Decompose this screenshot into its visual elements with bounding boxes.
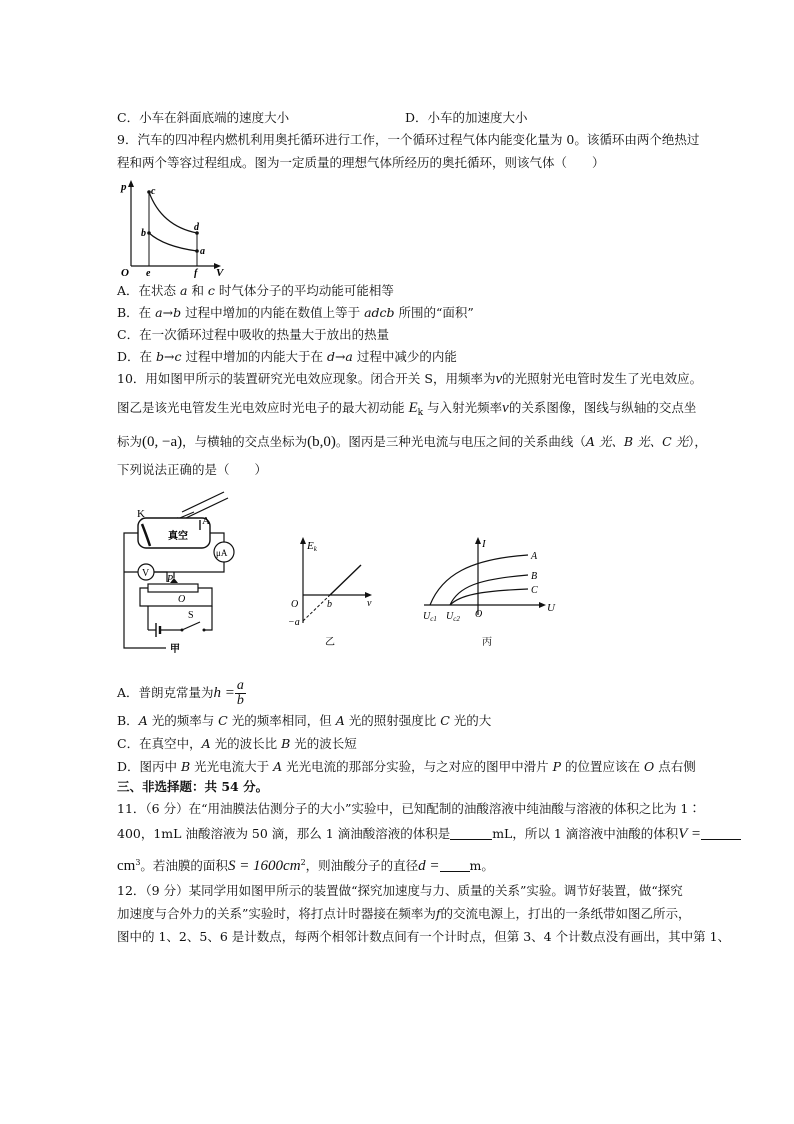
q12-line1: 12．（9 分）某同学用如图甲所示的装置做“探究加速度与力、质量的关系”实验。调节好装置，做“探究 <box>117 883 683 898</box>
q10-yi-origin: O <box>291 599 299 610</box>
q9-axis-v: V <box>216 267 224 278</box>
q10-yi-point-neg-a: −a <box>288 617 300 628</box>
q9-option-c: C．在一次循环过程中吸收的热量大于放出的热量 <box>117 327 390 342</box>
q12-line2: 加速度与合外力的关系”实验时，将打点计时器接在频率为f的交流电源上，打出的一条纸带如图乙所示， <box>117 906 691 921</box>
q10-figure-jia-circuit <box>112 490 242 655</box>
q11-blank-drop-volume[interactable] <box>450 828 492 840</box>
q10-bing-caption: 丙 <box>482 637 492 648</box>
q11-line3: $cm^3$。若油膜的面积$S = 1600cm^2$，则油酸分子的直径d = m。 <box>117 858 494 875</box>
q9-stem-line2: 程和两个等容过程组成。图为一定质量的理想气体所经历的奥托循环，则该气体（ ） <box>117 155 605 170</box>
q9-tick-f: f <box>194 268 198 278</box>
q10-yi-axis-nu: ν <box>367 598 372 609</box>
q10-bing-origin: O <box>475 609 483 620</box>
q10-option-a: A．普朗克常量为h = $\frac{a}{b}$ <box>117 678 244 708</box>
section-3-heading: 三、非选择题：共 54 分。 <box>117 779 269 794</box>
q10-bing-axis-u: U <box>547 602 555 614</box>
q11-blank-oleic-volume[interactable] <box>701 828 741 840</box>
q10-stem-line4: 下列说法正确的是（ ） <box>117 462 268 477</box>
q12-line3: 图中的 1、2、5、6 是计数点，每两个相邻计数点间有一个计时点，但第 3、4 个计数点没有画出，其中第 1、 <box>117 929 731 944</box>
q10-bing-curve-b: B <box>531 571 538 582</box>
q10-stem-line3: 标为(0, −a)，与横轴的交点坐标为(b,0)。图丙是三种光电流与电压之间的关系曲线（A 光、B 光、C 光）， <box>117 434 707 450</box>
q10-option-c: C．在真空中，A 光的波长比 B 光的波长短 <box>117 736 357 751</box>
q10-bing-uc2: $U_{c2}$ <box>446 611 460 623</box>
q10-option-a-fraction: $\frac{a}{b}$ <box>236 678 244 708</box>
q9-point-c: c <box>151 186 156 197</box>
q9-origin: O <box>121 267 129 278</box>
q8-option-c: C．小车在斜面底端的速度大小 <box>117 110 290 125</box>
q10-yi-point-b: b <box>327 599 332 610</box>
q9-point-d: d <box>194 222 199 233</box>
q10-figure-bing-iu-graph <box>420 535 560 650</box>
q9-point-b: b <box>141 228 146 239</box>
q11-line2: 400，1mL 油酸溶液为 50 滴，那么 1 滴油酸溶液的体积是 mL，所以 1 滴溶液中油酸的体积V = <box>117 826 741 842</box>
q10-bing-axis-i: I <box>482 538 486 550</box>
q10-yi-caption: 乙 <box>325 637 335 648</box>
q10-option-d: D．图丙中 B 光光电流大于 A 光光电流的那部分实验，与之对应的图甲中滑片 P 的位置应该在 O 点右侧 <box>117 759 696 774</box>
q11-line1: 11．（6 分）在“用油膜法估测分子的大小”实验中，已知配制的油酸溶液中纯油酸与溶液的体积之比为 1∶ <box>117 801 701 816</box>
q9-point-a: a <box>200 246 205 257</box>
q10-stem-line2: 图乙是该光电管发生光电效应时光电子的最大初动能 $E_k$ 与入射光频率ν的关系图像，图线与纵轴的交点坐 <box>117 400 697 418</box>
q9-option-a: A．在状态 a 和 c 时气体分子的平均动能可能相等 <box>117 283 394 298</box>
q9-tick-e: e <box>146 268 151 278</box>
q9-axis-p: p <box>121 181 127 193</box>
q11-blank-diameter[interactable] <box>440 860 470 872</box>
q9-option-d: D．在 b→c 过程中增加的内能大于在 d→a 过程中减少的内能 <box>117 349 457 364</box>
q9-option-b: B．在 a→b 过程中增加的内能在数值上等于 adcb 所围的“面积” <box>117 305 474 320</box>
q10-jia-switch-s: S <box>188 610 194 621</box>
q10-jia-label-k: K <box>137 508 145 520</box>
q10-jia-microammeter: μA <box>216 548 228 558</box>
q10-option-b: B．A 光的频率与 C 光的频率相同，但 A 光的照射强度比 C 光的大 <box>117 713 492 728</box>
q10-yi-axis-ek: Ek <box>307 540 317 553</box>
q10-stem-line1: 10．用如图甲所示的装置研究光电效应现象。闭合开关 S，用频率为ν的光照射光电管时发生了光电效应。 <box>117 371 703 387</box>
q10-jia-caption: 甲 <box>170 644 180 655</box>
q10-bing-curve-a: A <box>531 551 538 562</box>
q9-pv-diagram <box>117 178 232 278</box>
q10-bing-uc1: $U_{c1}$ <box>423 611 437 623</box>
q8-option-d: D．小车的加速度大小 <box>405 110 528 125</box>
q10-jia-point-o: O <box>178 594 186 605</box>
q10-jia-slider-p: P <box>167 574 174 585</box>
q10-bing-curve-c: C <box>531 585 538 596</box>
q10-figure-yi-ek-graph <box>283 535 383 650</box>
q9-stem-line1: 9．汽车的四冲程内燃机利用奥托循环进行工作，一个循环过程气体内能变化量为 0。该循环由两个绝热过 <box>117 132 700 147</box>
q10-jia-label-a: A <box>202 515 210 527</box>
q10-jia-vacuum-label: 真空 <box>168 531 188 542</box>
q10-jia-voltmeter: V <box>142 568 150 579</box>
